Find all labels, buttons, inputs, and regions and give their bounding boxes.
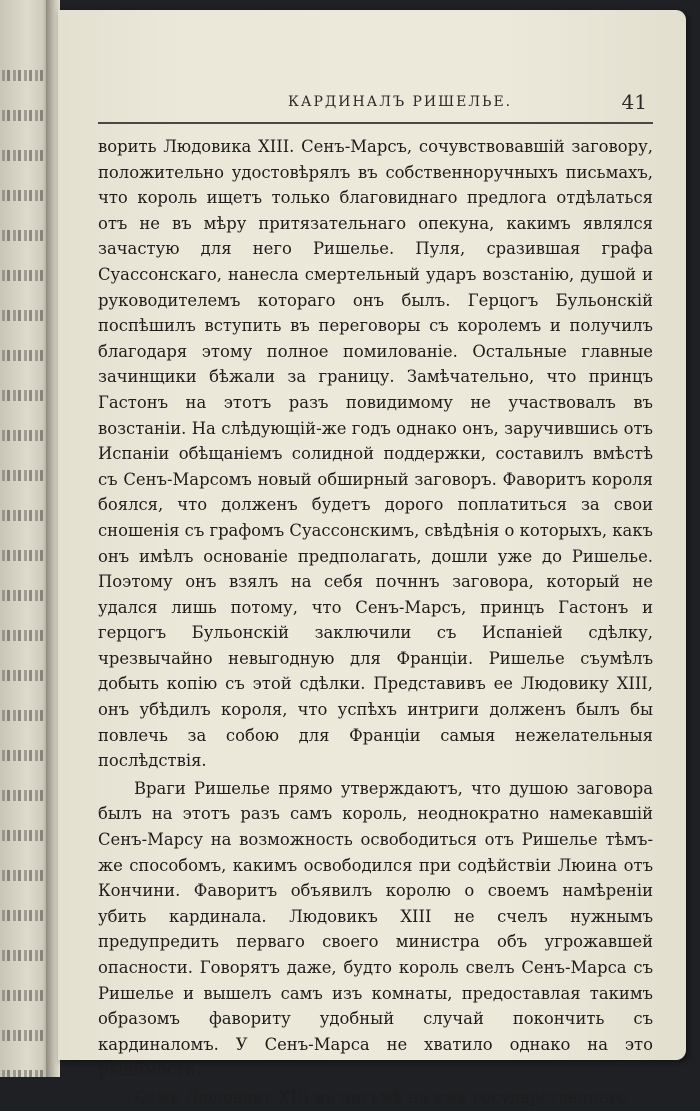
page-number: 41 (621, 90, 647, 114)
body-text (98, 134, 653, 1111)
facing-page-edge (0, 0, 50, 1077)
paragraph-2: Враги Ришелье прямо утверждаютъ, что душою заговора былъ на этотъ разъ самъ король, неоднократно намекавшій Сенъ-Марсу на возможность освободиться отъ Ришелье тѣмъ-же способомъ, какимъ освободился при содѣйствіи Люина отъ Кончини. Фаворитъ объявилъ королю о своемъ намѣреніи убить кардинала. Людовикъ XIII не счелъ нужнымъ предупредить перваго своего министра объ угрожавшей опасности. Говорятъ даже, будто король свелъ Сенъ-Марса съ Ришелье и вышелъ самъ изъ комнаты, предоставлая такимъ образомъ фавориту удобный случай покончить съ кардиналомъ. У Сенъ-Марса не хватило однако на это рѣшимости. (98, 778, 653, 1080)
paragraph-3: Самъ Людовикъ XIII въ письмѣ на имя государственнаго (134, 1087, 628, 1107)
facing-page-text-fragments (2, 60, 48, 1077)
paragraph-1: ворить Людовика XIII. Сенъ-Марсъ, сочувствовавшій заговору, положительно удостовѣрялъ въ собственноручныхъ письмахъ, что король ищетъ только благовиднаго предлога отдѣлаться отъ не въ мѣру притязательнаго опекуна, какимъ являлся зачастую для него Ришелье. Пуля, сразившая графа Суассонскаго, нанесла смертельный ударъ возстанію, душой и руководителемъ котораго онъ былъ. Герцогъ Бульонскій поспѣшилъ вступить въ переговоры съ королемъ и получилъ благодаря этому полное помилованіе. Остальные главные зачинщики бѣжали за границу. Замѣчательно, что принцъ Гастонъ на этотъ разъ повидимому не участвовалъ въ возстаніи. На слѣдующій-же годъ однако онъ, заручившись отъ Испаніи обѣщаніемъ солидной поддержки, составилъ вмѣстѣ съ Сенъ-Марсомъ новый обширный заговоръ. Фаворитъ короля боялся, что долженъ будетъ дорого поплатиться за свои сношенія съ графомъ Суассонскимъ, свѣдѣнія о которыхъ, какъ онъ имѣлъ основаніе предполагать, дошли уже до Ришелье. Поэтому онъ взялъ на себя почннъ заговора, который не удался лишь потому, что Сенъ-Марсъ, принцъ Гастонъ и герцогъ Бульонскій заключили съ Испаніей сдѣлку, чрезвычайно невыгодную для Франціи. Ришелье съумѣлъ добыть копію съ этой сдѣлки. Представивъ ее Людовику XIII, онъ убѣдилъ короля, что успѣхъ интриги долженъ былъ бы повлечь за собою для Франціи самыя нежелательныя послѣдствія. (98, 137, 653, 771)
header-rule (98, 122, 653, 124)
page-header (98, 90, 653, 118)
book-page (58, 10, 686, 1107)
running-title: КАРДИНАЛЪ РИШЕЛЬЕ. (288, 94, 513, 110)
